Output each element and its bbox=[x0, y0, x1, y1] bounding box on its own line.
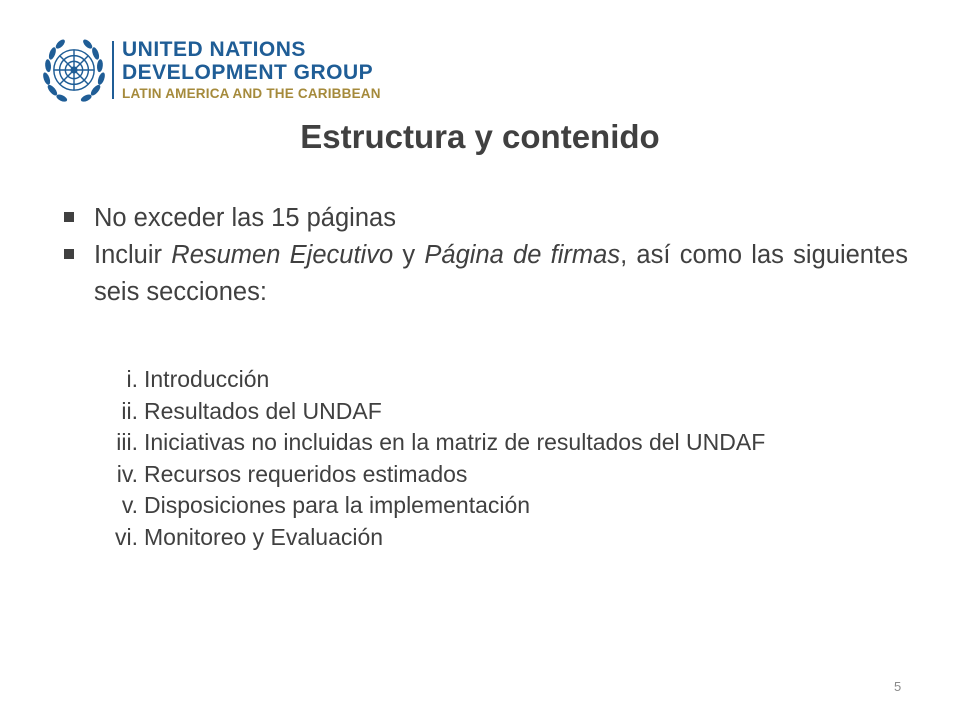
logo-divider bbox=[112, 41, 114, 99]
section-item bbox=[100, 490, 908, 522]
square-bullet-icon bbox=[64, 212, 74, 222]
section-number: v. bbox=[121, 492, 138, 518]
undg-logo bbox=[38, 34, 381, 106]
section-number: iv. bbox=[116, 460, 138, 487]
bullet-item bbox=[64, 237, 908, 311]
bullet-text-part: Incluir bbox=[94, 241, 172, 269]
un-emblem-icon bbox=[38, 34, 110, 106]
sections-list bbox=[100, 364, 908, 553]
section-item bbox=[100, 364, 908, 396]
section-item bbox=[100, 427, 908, 459]
section-item bbox=[100, 459, 908, 491]
section-number: i. bbox=[126, 366, 138, 392]
bullet-text-part: y bbox=[393, 241, 425, 269]
square-bullet-icon bbox=[64, 249, 74, 259]
bullet-list bbox=[64, 200, 908, 311]
section-text: Disposiciones para la implementación bbox=[144, 492, 531, 518]
section-number: iii. bbox=[116, 429, 138, 455]
section-text: Resultados del UNDAF bbox=[144, 397, 382, 424]
bullet-emphasis-firmas: Página de firmas bbox=[424, 241, 621, 269]
section-text: Recursos requeridos estimados bbox=[144, 460, 468, 487]
bullet-text-part: , así como las siguientes seis secciones: bbox=[94, 241, 908, 306]
section-number: vi. bbox=[115, 523, 138, 550]
section-text: Monitoreo y Evaluación bbox=[144, 523, 384, 550]
logo-line-region: LATIN AMERICA AND THE CARIBBEAN bbox=[122, 86, 381, 102]
bullet-text: No exceder las 15 páginas bbox=[94, 204, 396, 232]
section-text: Introducción bbox=[144, 366, 270, 392]
page-number: 5 bbox=[894, 679, 902, 694]
section-item bbox=[100, 396, 908, 428]
section-item bbox=[100, 522, 908, 554]
logo-text bbox=[122, 39, 381, 101]
bullet-item bbox=[64, 200, 908, 237]
slide-title: Estructura y contenido bbox=[300, 118, 660, 155]
section-number: ii. bbox=[121, 397, 138, 424]
section-text: Iniciativas no incluidas en la matriz de resultados del UNDAF bbox=[144, 429, 766, 455]
logo-line-development-group: DEVELOPMENT GROUP bbox=[122, 61, 374, 85]
logo-line-united-nations: UNITED NATIONS bbox=[122, 38, 306, 62]
bullet-emphasis-resumen: Resumen Ejecutivo bbox=[171, 241, 394, 269]
